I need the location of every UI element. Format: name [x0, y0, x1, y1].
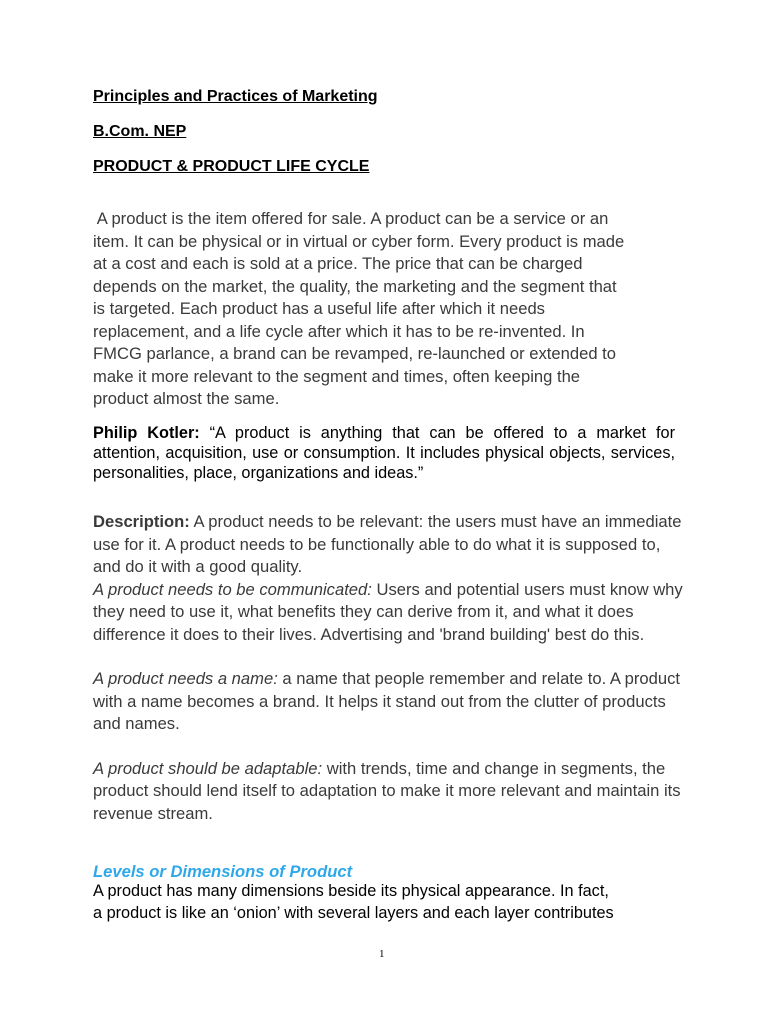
intro-line: depends on the market, the quality, the marketing and the segment that — [93, 276, 617, 296]
kotler-quote: “A product is anything that can be offered to a market for attention, acquisition, use or consumption. It includes physical objects, services, personalities, place, organizations and ideas.” — [93, 424, 675, 482]
communicated-label: A product needs to be communicated: — [93, 579, 372, 599]
intro-line: FMCG parlance, a brand can be revamped, re-launched or extended to — [93, 344, 617, 363]
description-section — [93, 511, 683, 825]
topic-title: PRODUCT & PRODUCT LIFE CYCLE — [93, 158, 370, 175]
adaptable-label: A product should be adaptable: — [93, 758, 323, 778]
name-paragraph — [93, 668, 683, 736]
levels-section-title: Levels or Dimensions of Product — [93, 862, 353, 881]
kotler-definition — [93, 424, 675, 483]
communicated-text: Users and potential users must know why they need to use it, what benefits they can derive from it, and what it does difference it does to their lives. Advertising and 'brand building' best do this. — [93, 579, 683, 644]
description-label: Description: — [93, 512, 190, 531]
name-label: A product needs a name: — [93, 669, 278, 688]
page-number: 1 — [379, 948, 385, 960]
intro-line: is targeted. Each product has a useful life after which it needs — [93, 299, 545, 318]
intro-line: replacement, and a life cycle after which it has to be re-invented. In — [93, 321, 585, 341]
intro-paragraph — [93, 208, 683, 411]
intro-line: at a cost and each is sold at a price. The price that can be charged — [93, 254, 583, 273]
levels-line: A product has many dimensions beside its physical appearance. In fact, — [93, 882, 609, 900]
intro-line: make it more relevant to the segment and times, often keeping the — [93, 366, 581, 386]
kotler-name: Philip Kotler: — [93, 424, 200, 442]
adaptable-text: with trends, time and change in segments, the product should lend itself to adaptation to make it more relevant and maintain its revenue stream. — [93, 758, 681, 823]
description-paragraph — [93, 511, 683, 579]
description-text: A product needs to be relevant: the users must have an immediate use for it. A product needs to be functionally able to do what it is supposed to, and do it with a good quality. — [93, 512, 682, 576]
levels-paragraph — [93, 880, 675, 924]
intro-line: item. It can be physical or in virtual or cyber form. Every product is made — [93, 231, 625, 251]
levels-line: a product is like an ‘onion’ with several layers and each layer contributes — [93, 904, 614, 922]
adaptable-paragraph — [93, 758, 683, 826]
name-text: a name that people remember and relate to. A product with a name becomes a brand. It helps it stand out from the clutter of products and names. — [93, 669, 680, 733]
program-title: B.Com. NEP — [93, 123, 187, 140]
intro-line: product almost the same. — [93, 389, 280, 408]
communicated-paragraph — [93, 579, 683, 647]
course-title: Principles and Practices of Marketing — [93, 88, 378, 105]
intro-line: A product is the item offered for sale. A product can be a service or an — [93, 209, 609, 228]
